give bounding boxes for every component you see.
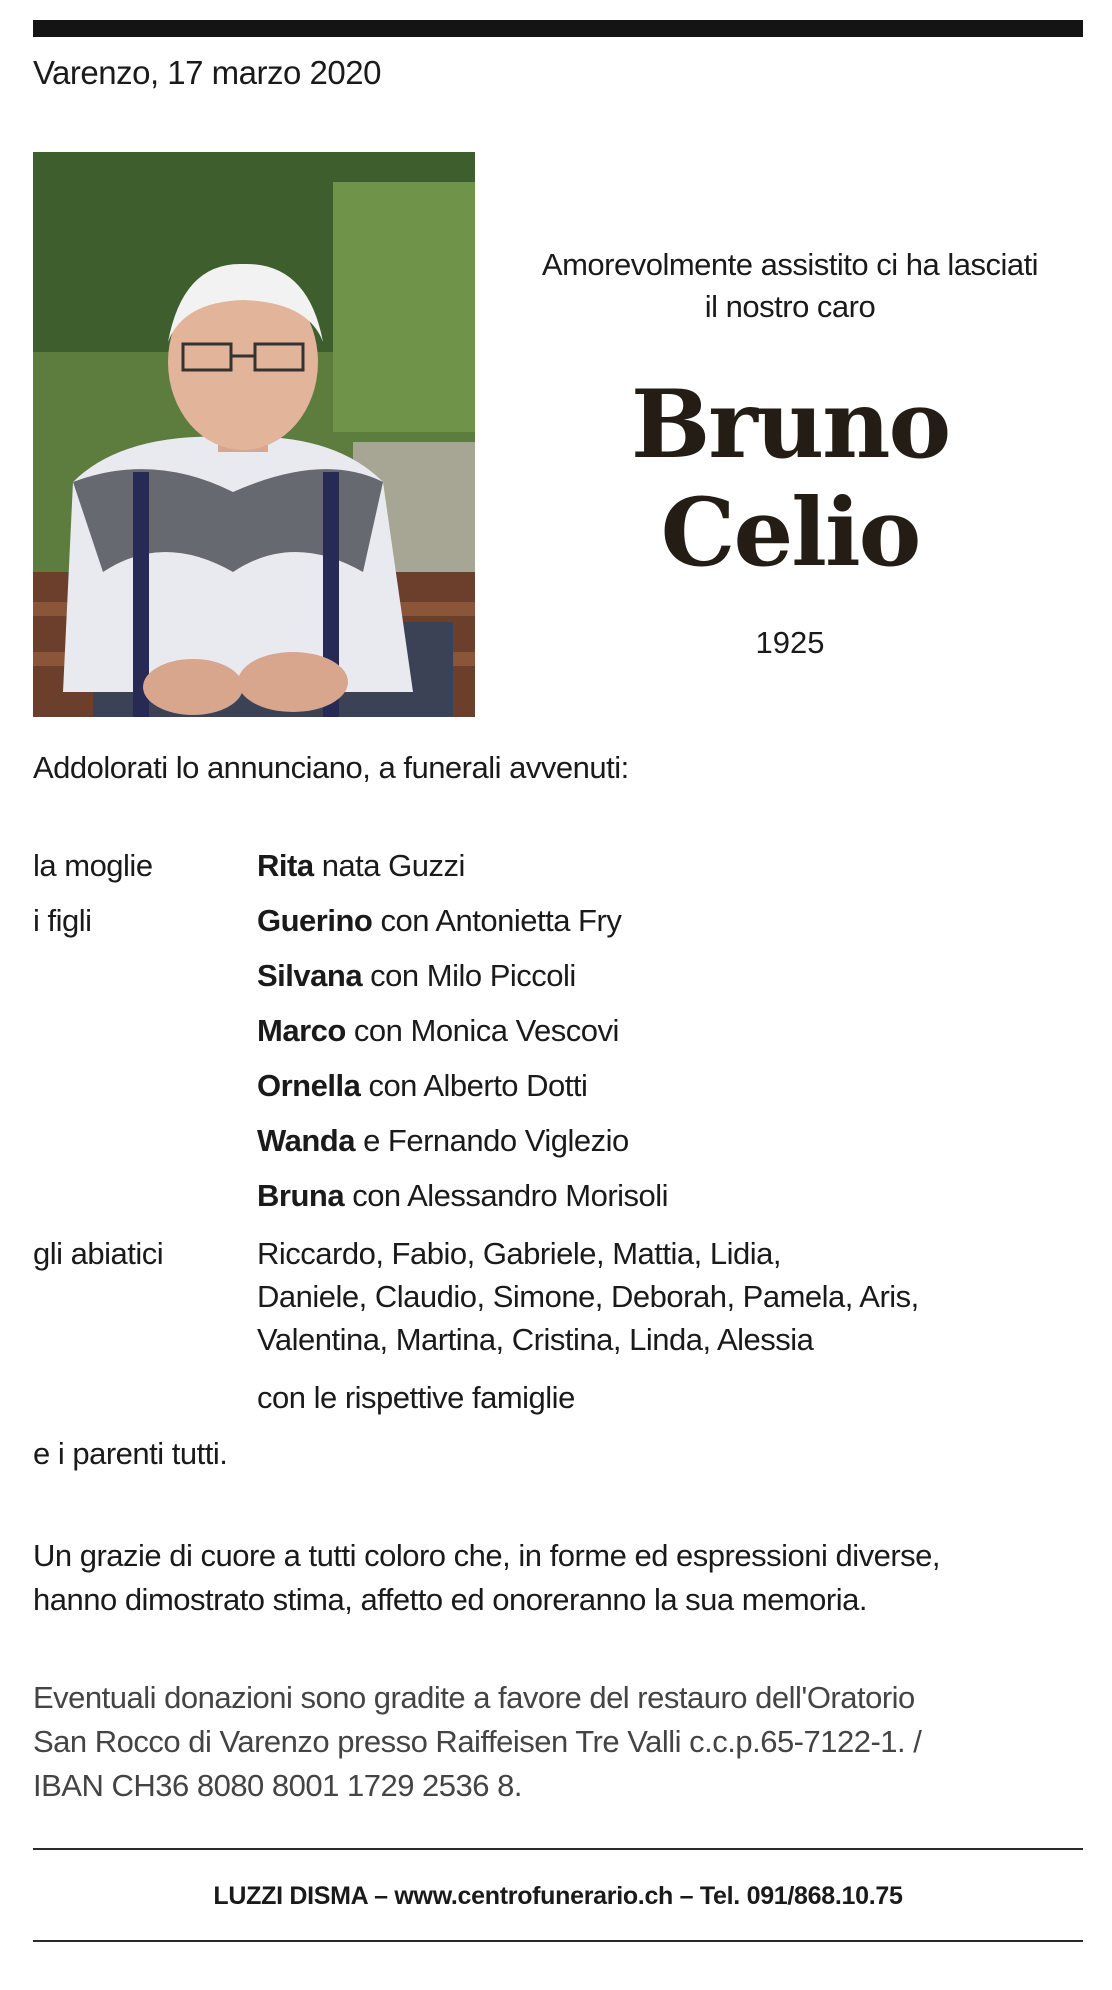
grandchildren-line: Riccardo, Fabio, Gabriele, Mattia, Lidia, [257,1236,781,1271]
families-line: con le rispettive famiglie [257,1380,575,1415]
thanks-line: Un grazie di cuore a tutti coloro che, in forme ed espressioni diverse, [33,1538,941,1573]
relation-label-wife: la moglie [33,848,153,883]
birth-year: 1925 [755,625,825,660]
relation-label-children: i figli [33,903,92,938]
deceased-last-name: Celio [660,478,920,588]
grandchildren-line: Valentina, Martina, Cristina, Linda, Alessia [257,1322,814,1357]
portrait-photo [33,152,475,717]
place-date: Varenzo, 17 marzo 2020 [33,54,381,91]
child-entry: Silvana con Milo Piccoli [257,958,576,993]
footer-rule-bottom [33,1940,1083,1942]
relation-label-grandchildren: gli abiatici [33,1236,164,1271]
intro-line-2: il nostro caro [704,289,876,324]
announcement-line: Addolorati lo annunciano, a funerali avvenuti: [33,750,629,785]
child-entry: Bruna con Alessandro Morisoli [257,1178,669,1213]
footer-rule-top [33,1848,1083,1850]
wife-entry: Rita nata Guzzi [257,848,465,883]
grandchildren-line: Daniele, Claudio, Simone, Deborah, Pamela, Aris, [257,1279,919,1314]
footer-contact: LUZZI DISMA – www.centrofunerario.ch – Tel. 091/868.10.75 [213,1882,903,1910]
child-entry: Wanda e Fernando Viglezio [257,1123,629,1158]
intro-line-1: Amorevolmente assistito ci ha lasciati [541,247,1039,282]
relatives-line: e i parenti tutti. [33,1436,228,1471]
top-rule [33,20,1083,37]
child-entry: Ornella con Alberto Dotti [257,1068,588,1103]
deceased-first-name: Bruno [630,370,950,480]
donation-line: San Rocco di Varenzo presso Raiffeisen Tre Valli c.c.p.65-7122-1. / [33,1724,922,1759]
child-entry: Marco con Monica Vescovi [257,1013,619,1048]
donation-line: IBAN CH36 8080 8001 1729 2536 8. [33,1768,522,1803]
child-entry: Guerino con Antonietta Fry [257,903,622,938]
donation-line: Eventuali donazioni sono gradite a favore del restauro dell'Oratorio [33,1680,915,1715]
thanks-line: hanno dimostrato stima, affetto ed onoreranno la sua memoria. [33,1582,867,1617]
